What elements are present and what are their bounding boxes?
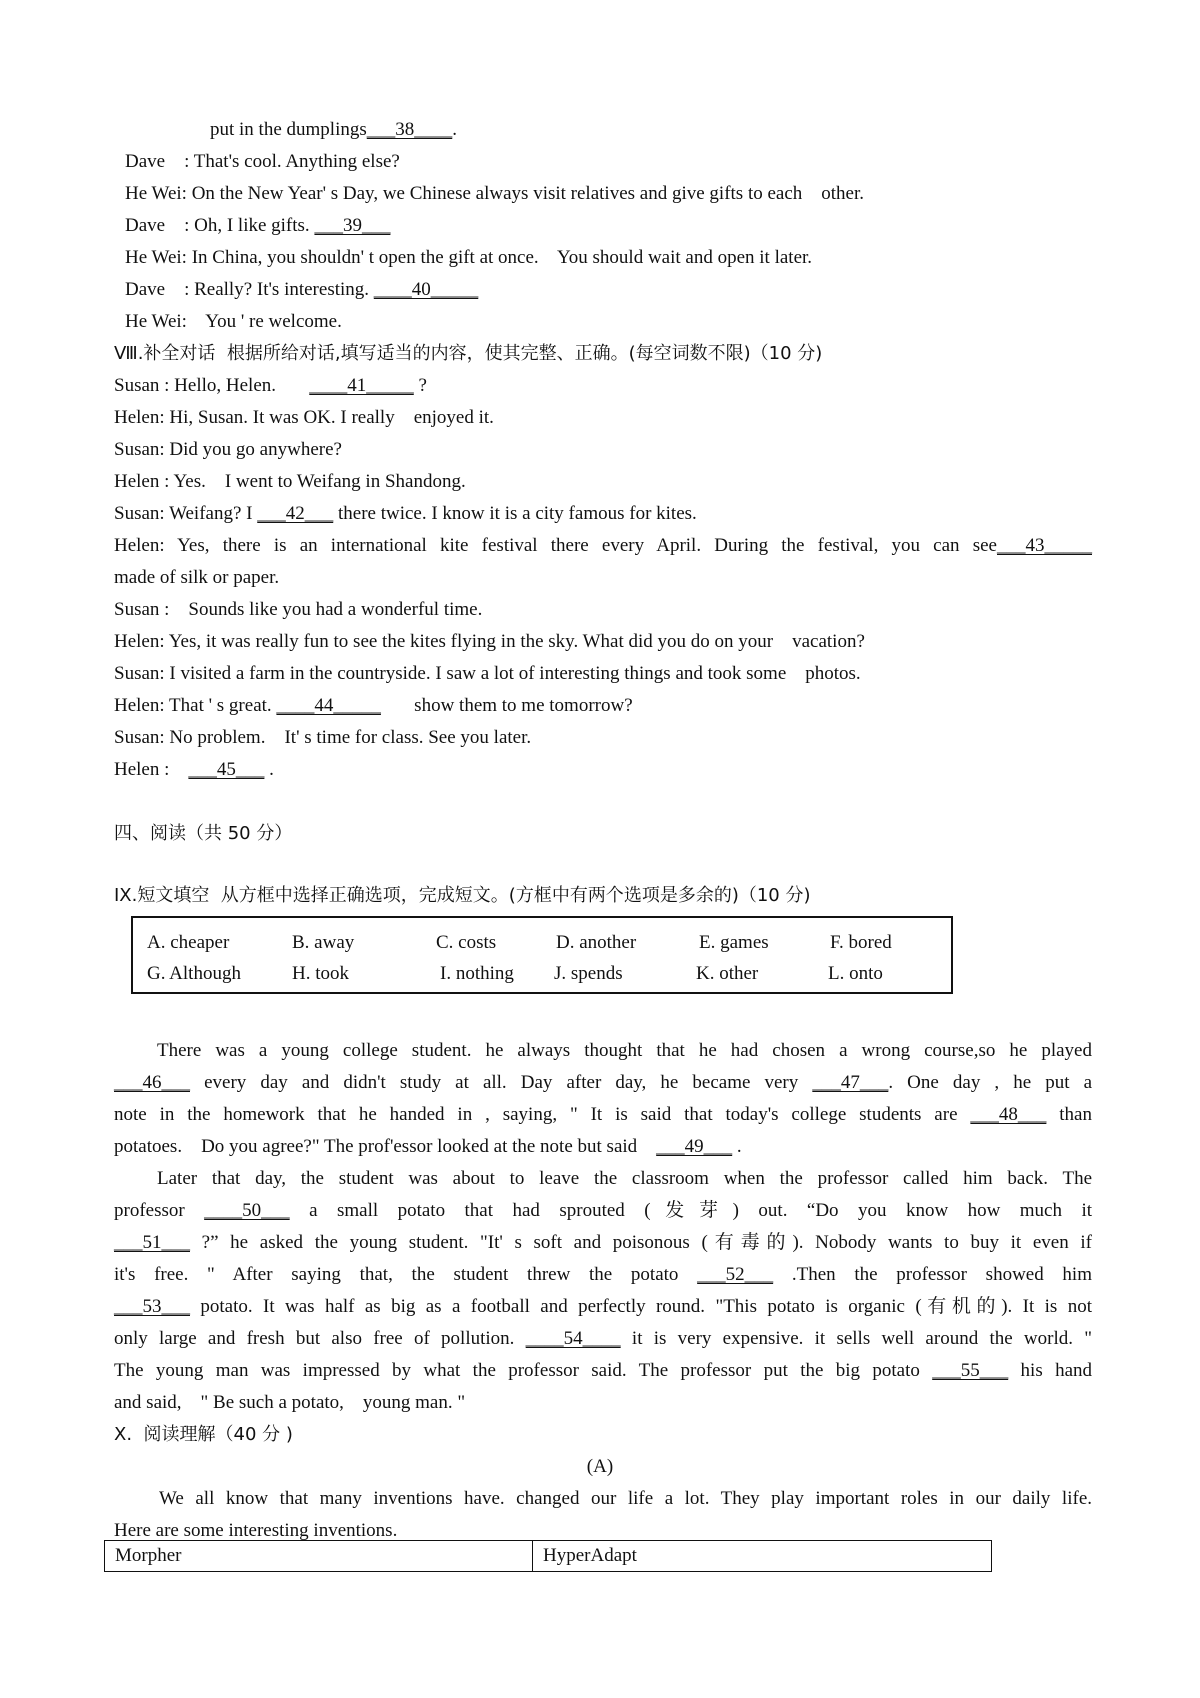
- option-k: K. other: [696, 963, 759, 984]
- section8-line-10: Susan: I visited a farm in the countryside. I saw a lot of interesting things and took some photos.: [114, 663, 861, 684]
- blank-38[interactable]: ___38____: [366, 119, 453, 140]
- passage-p1-line-4: potatoes. Do you agree?" The prof'essor looked at the note but said ___49___ .: [114, 1136, 742, 1157]
- section8-line-9: Helen: Yes, it was really fun to see the kites flying in the sky. What did you do on your vacation?: [114, 631, 865, 652]
- section8-line-7: made of silk or paper.: [114, 567, 280, 588]
- passage-p1-line-2: ___46___ every day and didn't study at all. Day after day, he became very ___47___. One day , he put a: [114, 1072, 1093, 1093]
- blank-52[interactable]: ___52___: [697, 1264, 774, 1285]
- section8-line-4: Helen : Yes. I went to Weifang in Shandong.: [114, 471, 466, 492]
- option-h: H. took: [292, 963, 349, 984]
- inventions-table: [104, 1540, 992, 1572]
- section8-line-44: Helen: That ' s great. ____44_____ show them to me tomorrow?: [114, 695, 633, 716]
- passage-p2-line-3: ___51___ ?” he asked the young student. "It' s soft and poisonous (有毒的). Nobody wants to buy it even if: [114, 1232, 1092, 1253]
- option-j: J. spends: [554, 963, 623, 984]
- blank-39[interactable]: ___39___: [314, 215, 391, 236]
- option-f: F. bored: [830, 932, 892, 953]
- passage-p2-line-7: The young man was impressed by what the professor said. The professor put the big potato ___55___ his hand: [114, 1360, 1092, 1381]
- section8-line-3: Susan: Did you go anywhere?: [114, 439, 342, 460]
- table-header-morpher: Morpher: [105, 1541, 533, 1571]
- blank-43[interactable]: ___43_____: [997, 535, 1092, 556]
- blank-49[interactable]: ___49___: [656, 1136, 733, 1157]
- passage-p2-line-4: it's free. " After saying that, the student threw the potato ___52___ .Then the professor showed him: [114, 1264, 1092, 1285]
- blank-42[interactable]: ___42___: [257, 503, 334, 524]
- passage-p2-line-2: professor ____50___ a small potato that had sprouted (发芽) out. “Do you know how much it: [114, 1200, 1092, 1221]
- passage-p2-line-1: Later that day, the student was about to leave the classroom when the professor called him back. The: [157, 1168, 1092, 1189]
- blank-55[interactable]: ___55___: [932, 1360, 1009, 1381]
- section8-line-8: Susan : Sounds like you had a wonderful time.: [114, 599, 483, 620]
- option-a: A. cheaper: [147, 932, 230, 953]
- table-header-hyperadapt: HyperAdapt: [543, 1545, 637, 1566]
- section8-line-12: Susan: No problem. It' s time for class. See you later.: [114, 727, 532, 748]
- blank-54[interactable]: ____54____: [525, 1328, 621, 1349]
- section10-intro-line-1: We all know that many inventions have. changed our life a lot. They play important roles in our daily life.: [159, 1488, 1092, 1509]
- passage-p2-line-6: only large and fresh but also free of pollution. ____54____ it is very expensive. it sells well around the world. ": [114, 1328, 1092, 1349]
- section8-line-43: Helen: Yes, there is an international kite festival there every April. During the festival, you can see___43_____: [114, 535, 1092, 556]
- options-box: [131, 916, 953, 994]
- blank-50[interactable]: ____50___: [204, 1200, 290, 1221]
- passage-p2-line-8: and said, " Be such a potato, young man. ": [114, 1392, 466, 1413]
- part4-heading: 四、阅读（共 50 分）: [114, 823, 293, 844]
- option-b: B. away: [292, 932, 355, 953]
- dialog1-line-38: put in the dumplings___38____.: [210, 119, 457, 140]
- blank-45[interactable]: ___45___: [188, 759, 265, 780]
- section8-heading: Ⅷ.补全对话 根据所给对话,填写适当的内容，使其完整、正确。(每空词数不限)（10 分): [114, 343, 823, 364]
- option-e: E. games: [699, 932, 769, 953]
- section10-intro-line-2: Here are some interesting inventions.: [114, 1520, 398, 1541]
- passage-p2-line-5: ___53___ potato. It was half as big as a football and perfectly round. "This potato is organic (有机的). It is not: [114, 1296, 1092, 1317]
- passage-p1-line-3: note in the homework that he handed in , saying, " It is said that today's college students are ___48___ than: [114, 1104, 1092, 1125]
- passage-a-label: (A): [586, 1456, 614, 1477]
- dialog1-line-hewei-1: He Wei: On the New Year' s Day, we Chinese always visit relatives and give gifts to each other.: [125, 183, 865, 204]
- blank-48[interactable]: ___48___: [970, 1104, 1047, 1125]
- section8-line-2: Helen: Hi, Susan. It was OK. I really enjoyed it.: [114, 407, 494, 428]
- option-g: G. Although: [147, 963, 241, 984]
- dialog1-line-dave-1: Dave : That's cool. Anything else?: [125, 151, 400, 172]
- blank-41[interactable]: ____41_____: [309, 375, 414, 396]
- dialog1-line-hewei-2: He Wei: In China, you shouldn' t open the gift at once. You should wait and open it later.: [125, 247, 813, 268]
- section10-heading: X. 阅读理解（40 分 ): [114, 1424, 293, 1445]
- blank-40[interactable]: ____40_____: [373, 279, 479, 300]
- blank-53[interactable]: ___53___: [114, 1296, 190, 1317]
- option-c: C. costs: [436, 932, 497, 953]
- section9-heading: IX.短文填空 从方框中选择正确选项，完成短文。(方框中有两个选项是多余的)（10 分): [114, 885, 811, 906]
- option-i: I. nothing: [440, 963, 514, 984]
- blank-46[interactable]: ___46___: [114, 1072, 190, 1093]
- section8-line-45: Helen : ___45___ .: [114, 759, 274, 780]
- dialog1-line-hewei-3: He Wei: You ' re welcome.: [125, 311, 342, 332]
- option-d: D. another: [556, 932, 637, 953]
- option-l: L. onto: [828, 963, 883, 984]
- section8-line-41: Susan : Hello, Helen. ____41_____ ?: [114, 375, 427, 396]
- passage-p1-line-1: There was a young college student. he always thought that he had chosen a wrong course,so he played: [157, 1040, 1092, 1061]
- blank-47[interactable]: ___47___: [812, 1072, 889, 1093]
- blank-51[interactable]: ___51___: [114, 1232, 190, 1253]
- dialog1-line-39: Dave : Oh, I like gifts. ___39___: [125, 215, 391, 236]
- dialog1-line-40: Dave : Really? It's interesting. ____40_____: [125, 279, 479, 300]
- blank-44[interactable]: ____44_____: [276, 695, 381, 716]
- section8-line-42: Susan: Weifang? I ___42___ there twice. I know it is a city famous for kites.: [114, 503, 697, 524]
